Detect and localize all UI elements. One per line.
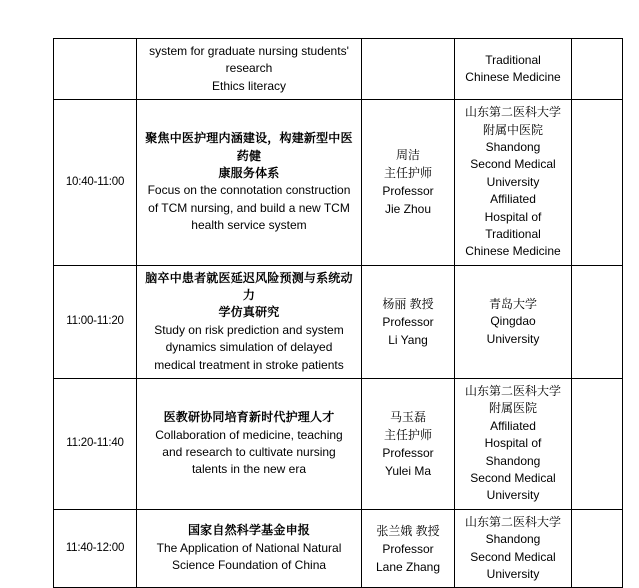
org-line: Chinese Medicine xyxy=(465,70,561,85)
org-line: Second Medical xyxy=(470,549,556,564)
org-line: University xyxy=(486,174,540,189)
org-line: Second Medical xyxy=(470,157,556,172)
cell-spacer xyxy=(572,265,623,378)
topic-en-line: health service system xyxy=(191,218,307,233)
cell-speaker xyxy=(362,100,455,266)
cell-organization xyxy=(455,100,572,266)
speaker-en-line: Lane Zhang xyxy=(375,559,441,574)
table-row xyxy=(54,39,623,100)
speaker-cn-line: 张兰娥 教授 xyxy=(376,523,440,538)
topic-cn-line: 医教研协同培育新时代护理人才 xyxy=(163,410,335,425)
org-line: Qingdao xyxy=(490,314,536,329)
speaker-en-line: Professor xyxy=(382,314,434,329)
cell-organization xyxy=(455,39,572,100)
speaker-en-line: Li Yang xyxy=(388,332,428,347)
org-line: 青岛大学 xyxy=(488,296,537,311)
topic-en-line: dynamics simulation of delayed xyxy=(165,340,333,355)
time-text: 11:00-11:20 xyxy=(66,315,124,328)
table-row xyxy=(54,100,623,266)
topic-en-line: research xyxy=(225,61,273,76)
org-line: Second Medical xyxy=(470,470,556,485)
speaker-cn-line: 马玉磊 xyxy=(389,409,426,424)
org-line: 附属医院 xyxy=(488,401,537,416)
conference-schedule-table xyxy=(53,38,623,588)
cell-topic xyxy=(137,100,362,266)
speaker-en-line: Yulei Ma xyxy=(384,463,432,478)
cell-topic xyxy=(137,265,362,378)
cell-time xyxy=(54,265,137,378)
cell-speaker xyxy=(362,265,455,378)
org-line: 山东第二医科大学 xyxy=(464,514,561,529)
time-text: 11:40-12:00 xyxy=(65,541,125,554)
topic-en-line: The Application of National Natural xyxy=(156,540,342,555)
org-line: 附属中医院 xyxy=(482,122,543,137)
time-text: 10:40-11:00 xyxy=(65,175,125,188)
speaker-cn-line: 主任护师 xyxy=(383,427,432,442)
cell-organization xyxy=(455,379,572,510)
topic-en-line: system for graduate nursing students' xyxy=(149,44,349,58)
cell-time xyxy=(54,100,137,266)
topic-cn-line: 康服务体系 xyxy=(218,166,280,181)
cell-speaker xyxy=(362,509,455,588)
org-line: Chinese Medicine xyxy=(465,244,561,259)
org-line: University xyxy=(486,488,540,503)
speaker-en-line: Professor xyxy=(382,184,434,199)
cell-time xyxy=(54,379,137,510)
org-line: 山东第二医科大学 xyxy=(464,384,561,399)
topic-cn-line: 聚焦中医护理内涵建设，构建新型中医药健 xyxy=(145,131,353,163)
org-line: Shandong xyxy=(485,453,541,468)
topic-en-line: medical treatment in stroke patients xyxy=(154,357,344,372)
org-line: Traditional xyxy=(485,52,541,67)
speaker-cn-line: 周洁 xyxy=(395,148,420,163)
topic-en-line: of TCM nursing, and build a new TCM xyxy=(148,200,350,215)
topic-cn-line: 脑卒中患者就医延迟风险预测与系统动力 xyxy=(145,270,353,303)
topic-en-line: and research to cultivate nursing xyxy=(162,444,336,459)
org-line: University xyxy=(486,331,540,346)
speaker-cn-line: 杨丽 教授 xyxy=(382,296,434,311)
org-line: Hospital of xyxy=(484,209,542,224)
topic-en-line: Collaboration of medicine, teaching xyxy=(155,427,343,442)
table-row xyxy=(54,379,623,510)
org-line: University xyxy=(486,566,540,581)
topic-cn-line: 国家自然科学基金申报 xyxy=(187,523,310,538)
org-line: Affiliated xyxy=(490,192,536,207)
topic-en-line: Focus on the connotation construction xyxy=(147,183,351,198)
org-line: 山东第二医科大学 xyxy=(464,105,561,120)
cell-spacer xyxy=(572,100,623,266)
time-text: 11:20-11:40 xyxy=(66,437,124,450)
speaker-en-line: Professor xyxy=(382,445,434,460)
cell-topic xyxy=(137,39,362,100)
cell-topic xyxy=(137,379,362,510)
cell-spacer xyxy=(572,39,623,100)
topic-en-line: Ethics literacy xyxy=(211,78,287,93)
table-row xyxy=(54,509,623,588)
cell-spacer xyxy=(572,509,623,588)
speaker-en-line: Professor xyxy=(382,541,434,556)
cell-time xyxy=(54,509,137,588)
cell-speaker xyxy=(362,379,455,510)
cell-speaker xyxy=(362,39,455,100)
cell-spacer xyxy=(572,379,623,510)
cell-organization xyxy=(455,509,572,588)
topic-en-line: talents in the new era xyxy=(191,462,307,477)
org-line: Traditional xyxy=(485,226,541,241)
topic-cn-line: 学仿真研究 xyxy=(218,305,280,320)
table-body xyxy=(54,39,623,588)
org-line: Shandong xyxy=(485,532,541,547)
org-line: Hospital of xyxy=(484,436,542,451)
speaker-en-line: Jie Zhou xyxy=(384,202,432,217)
table-row xyxy=(54,265,623,378)
topic-en-line: Study on risk prediction and system xyxy=(154,322,344,337)
cell-time xyxy=(54,39,137,100)
cell-organization xyxy=(455,265,572,378)
topic-en-line: Science Foundation of China xyxy=(171,558,327,573)
speaker-cn-line: 主任护师 xyxy=(383,166,432,181)
org-line: Shandong xyxy=(485,139,541,154)
cell-topic xyxy=(137,509,362,588)
org-line: Affiliated xyxy=(490,418,536,433)
